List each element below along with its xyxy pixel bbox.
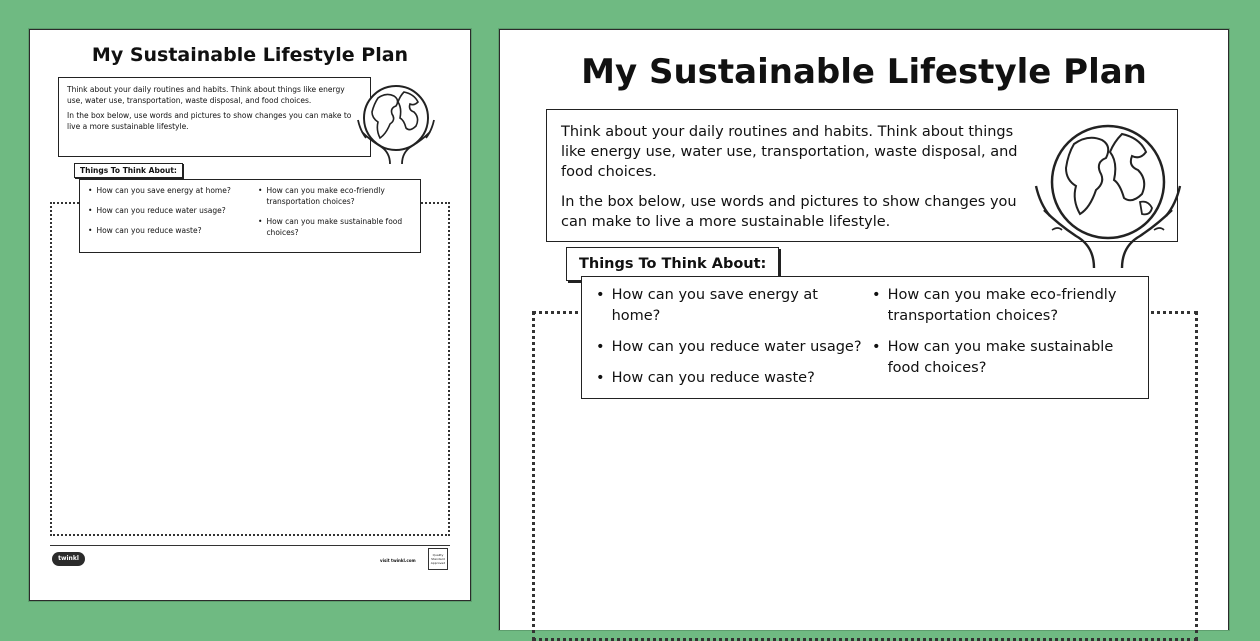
list-item: • How can you reduce waste? xyxy=(596,370,815,386)
list-item: • How can you reduce water usage? xyxy=(88,206,226,215)
quality-badge: Quality Standard Approved xyxy=(428,548,448,570)
list-item: • How can you make sustainable food choices? xyxy=(872,339,1114,376)
thumbnail-intro-box xyxy=(58,77,371,157)
think-about-label: Things To Think About: xyxy=(566,247,779,281)
intro-paragraph-1: Think about your daily routines and habits. Think about things like energy use, water use, transportation, waste disposal, and food choices. xyxy=(561,124,1018,180)
list-item: • How can you reduce waste? xyxy=(88,226,202,235)
thumbnail-intro-paragraph-1: Think about your daily routines and habits. Think about things like energy use, water use, transportation, waste disposal, and food choices. xyxy=(67,85,345,105)
worksheet-page xyxy=(499,29,1229,630)
thumbnail-title: My Sustainable Lifestyle Plan xyxy=(91,44,409,66)
questions-right xyxy=(872,285,1137,379)
list-item: • How can you make eco-friendly transportation choices? xyxy=(872,287,1117,324)
list-item: • How can you make eco-friendly transportation choices? xyxy=(258,186,385,206)
list-item: • How can you reduce water usage? xyxy=(596,339,862,355)
globe-in-hands-icon xyxy=(348,82,444,174)
thumbnail-think-label: Things To Think About: xyxy=(74,163,183,178)
globe-in-hands-icon xyxy=(1022,118,1190,278)
page-title: My Sustainable Lifestyle Plan xyxy=(581,52,1147,92)
thumbnail-questions-left xyxy=(88,185,253,236)
worksheet-thumbnail xyxy=(29,29,471,601)
list-item: • How can you make sustainable food choices? xyxy=(258,217,403,237)
footer-rule xyxy=(50,545,450,546)
twinkl-logo: twinkl xyxy=(52,552,85,566)
questions-left xyxy=(596,285,866,389)
footer-url: visit twinkl.com xyxy=(380,558,416,563)
thumbnail-questions-box xyxy=(79,179,421,253)
thumbnail-intro-paragraph-2: In the box below, use words and pictures to show changes you can make to live a more sustainable lifestyle. xyxy=(67,111,352,131)
thumbnail-questions-right xyxy=(258,185,408,238)
intro-paragraph-2: In the box below, use words and pictures to show changes you can make to live a more sustainable lifestyle. xyxy=(561,194,1017,230)
list-item: • How can you save energy at home? xyxy=(88,186,231,195)
questions-box xyxy=(581,276,1149,399)
list-item: • How can you save energy at home? xyxy=(596,287,818,324)
